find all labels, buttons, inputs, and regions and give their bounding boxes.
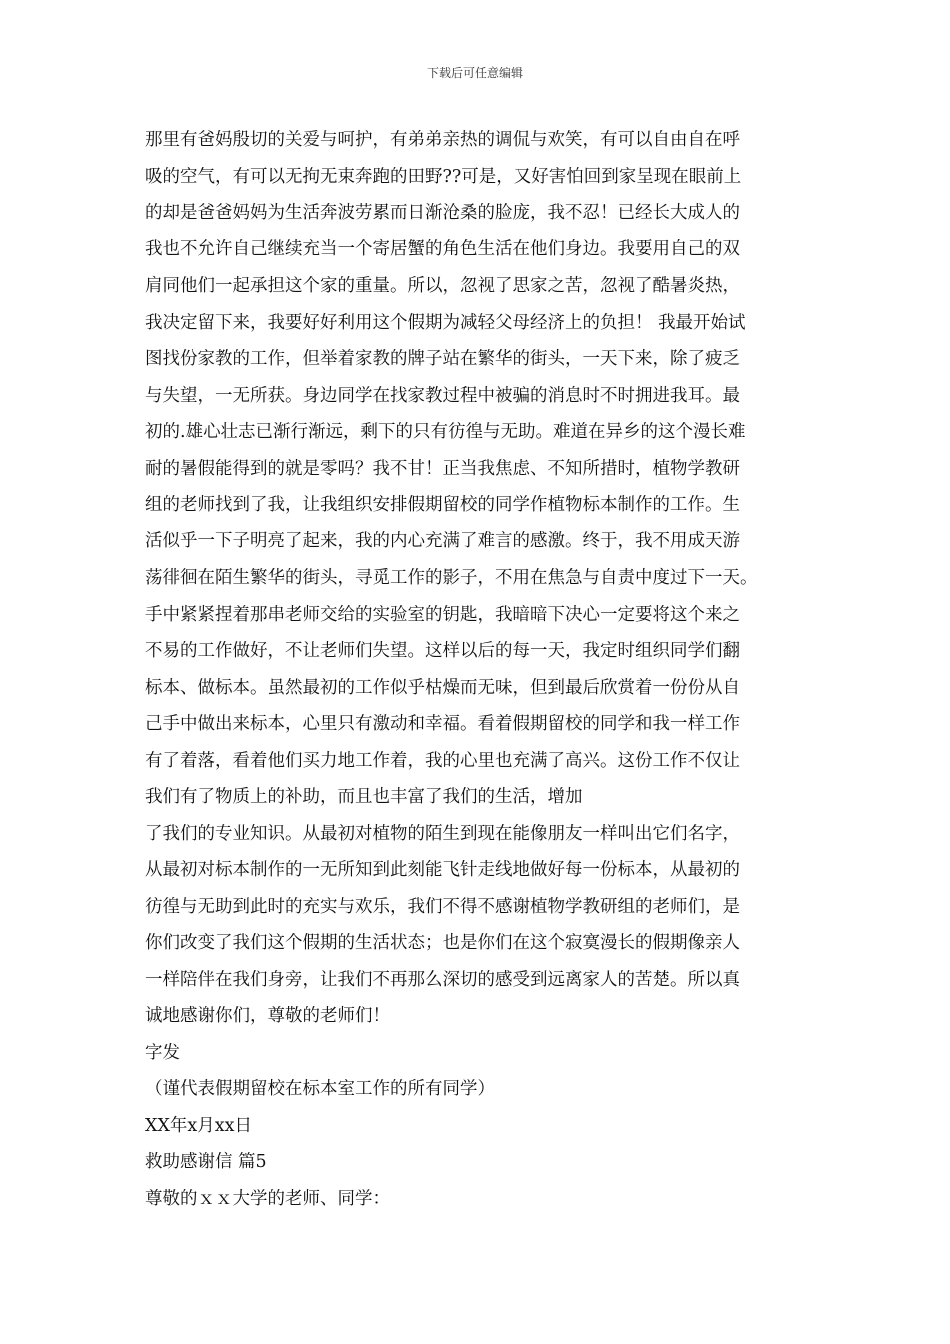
text-line: 诚地感谢你们，尊敬的老师们！	[145, 1006, 390, 1026]
text-line: 那里有爸妈殷切的关爱与呵护，有弟弟亲热的调侃与欢笑，有可以自由自在呼	[145, 130, 740, 150]
signature-subtitle: （谨代表假期留校在标本室工作的所有同学）	[145, 1079, 495, 1099]
section-heading: 救助感谢信 篇5	[145, 1152, 267, 1172]
text-line: 活似乎一下子明亮了起来，我的内心充满了难言的感激。终于，我不用成天游	[145, 531, 740, 551]
date-line: XX年x月xx日	[145, 1116, 253, 1136]
text-line: 我决定留下来，我要好好利用这个假期为减轻父母经济上的负担！ 我最开始试	[145, 313, 746, 333]
text-line: 从最初对标本制作的一无所知到此刻能飞针走线地做好每一份标本，从最初的	[145, 860, 740, 880]
text-line: 初的.雄心壮志已渐行渐远，剩下的只有彷徨与无助。难道在异乡的这个漫长难	[145, 422, 746, 442]
text-line: 标本、做标本。虽然最初的工作似乎枯燥而无味，但到最后欣赏着一份份从自	[145, 678, 740, 698]
text-line: 耐的暑假能得到的就是零吗？我不甘！正当我焦虑、不知所措时，植物学教研	[145, 459, 740, 479]
salutation-line: 尊敬的ｘｘ大学的老师、同学：	[145, 1189, 390, 1209]
text-line: 我们有了物质上的补助，而且也丰富了我们的生活，增加	[145, 787, 583, 807]
text-line: 不易的工作做好，不让老师们失望。这样以后的每一天，我定时组织同学们翻	[145, 641, 740, 661]
text-line: 吸的空气，有可以无拘无束奔跑的田野??可是，又好害怕回到家呈现在眼前上	[145, 167, 742, 187]
text-line: 图找份家教的工作，但举着家教的牌子站在繁华的街头，一天下来，除了疲乏	[145, 349, 740, 369]
text-line: 己手中做出来标本，心里只有激动和幸福。看着假期留校的同学和我一样工作	[145, 714, 740, 734]
text-line: 我也不允许自己继续充当一个寄居蟹的角色生活在他们身边。我要用自己的双	[145, 239, 740, 259]
text-line: 与失望，一无所获。身边同学在找家教过程中被骗的消息时不时拥进我耳。最	[145, 386, 740, 406]
text-line: 组的老师找到了我，让我组织安排假期留校的同学作植物标本制作的工作。生	[145, 495, 740, 515]
text-line: 你们改变了我们这个假期的生活状态；也是你们在这个寂寞漫长的假期像亲人	[145, 933, 740, 953]
text-line: 有了着落，看着他们买力地工作着，我的心里也充满了高兴。这份工作不仅让	[145, 751, 740, 771]
text-line: 了我们的专业知识。从最初对植物的陌生到现在能像朋友一样叫出它们名字，	[145, 824, 740, 844]
text-line: 的却是爸爸妈妈为生活奔波劳累而日渐沧桑的脸庞，我不忍！已经长大成人的	[145, 203, 740, 223]
text-line: 荡徘徊在陌生繁华的街头，寻觅工作的影子，不用在焦急与自责中度过下一天。	[145, 568, 758, 588]
signature-line: 字发	[145, 1043, 180, 1063]
page-header-note: 下载后可任意编辑	[426, 66, 523, 80]
text-line: 彷徨与无助到此时的充实与欢乐，我们不得不感谢植物学教研组的老师们，是	[145, 897, 740, 917]
text-line: 肩同他们一起承担这个家的重量。所以，忽视了思家之苦，忽视了酷暑炎热，	[145, 276, 740, 296]
text-line: 一样陪伴在我们身旁，让我们不再那么深切的感受到远离家人的苦楚。所以真	[145, 970, 740, 990]
text-line: 手中紧紧捏着那串老师交给的实验室的钥匙，我暗暗下决心一定要将这个来之	[145, 605, 740, 625]
